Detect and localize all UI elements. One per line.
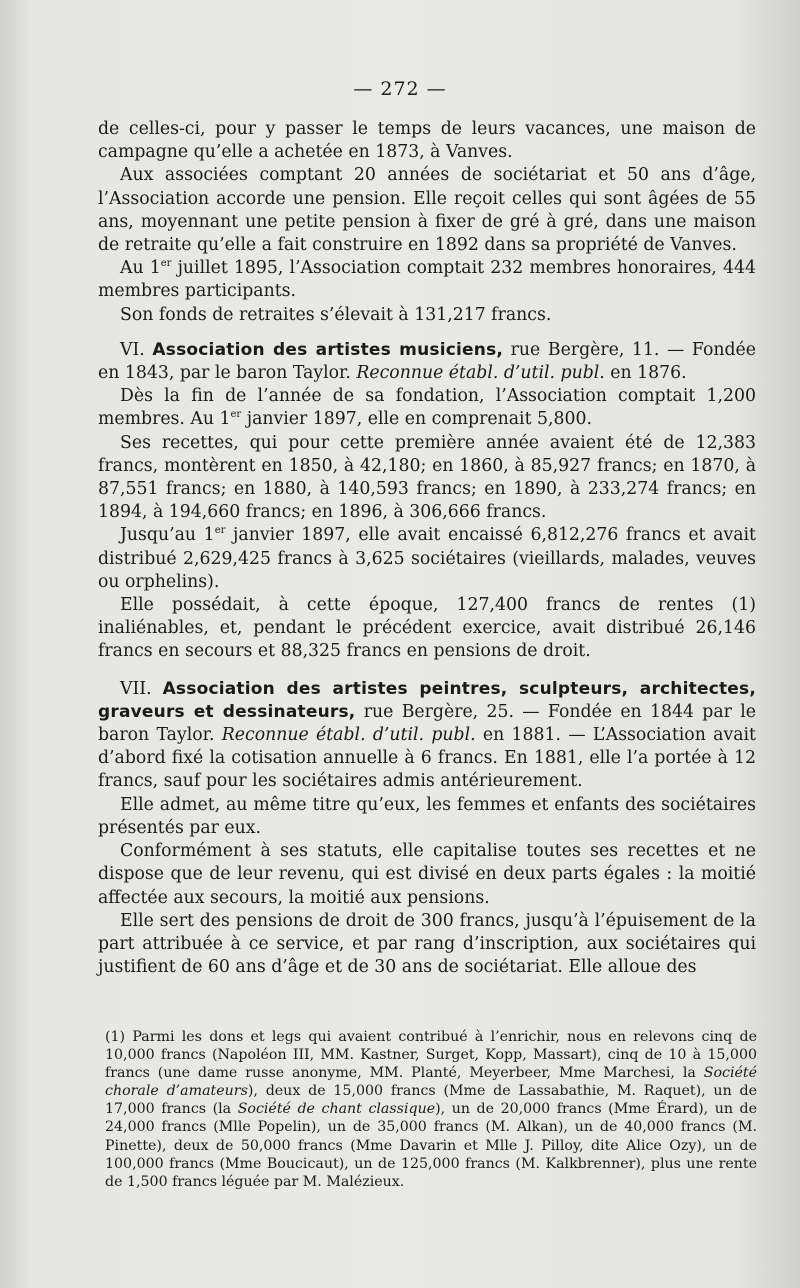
section-vii: VII. Association des artistes peintres, sculpteurs, architectes, graveurs et dessinateurs, rue Bergère, 25. — Fondée en 1844 par le baron Taylor. Reconnue établ. d’util. publ. en 1881. — L’Association avait d’abord fixé la cotisation annuelle à 6 francs. En 1881, elle l’a portée à 12 francs, sauf pour les sociétaires admis antérieurement.: [98, 678, 757, 792]
paragraph: Dès la fin de l’année de sa fondation, l’Association comptait 1,200 membres. Au 1er janvier 1897, elle en comprenait 5,800.: [98, 386, 756, 430]
body-text: [98, 118, 756, 979]
paragraph: Au 1er juillet 1895, l’Association comptait 232 membres honoraires, 444 membres participants.: [98, 258, 756, 302]
paragraph: Elle sert des pensions de droit de 300 francs, jusqu’à l’épuisement de la part attribuée à ce service, et par rang d’inscription, aux sociétaires qui justifient de 60 ans d’âge et de 30 ans de sociétariat. Elle alloue des: [98, 910, 756, 978]
paragraph: Elle admet, au même titre qu’eux, les femmes et enfants des sociétaires présentés par eux.: [98, 794, 756, 838]
paragraph: de celles-ci, pour y passer le temps de leurs vacances, une maison de campagne qu’elle a achetée en 1873, à Vanves.: [98, 119, 756, 163]
paragraph: Aux associées comptant 20 années de sociétariat et 50 ans d’âge, l’Association accorde une pension. Elle reçoit celles qui sont âgées de 55 ans, moyennant une petite pension à fixer de gré à gré, dans une maison de retraite qu’elle a fait construire en 1892 dans sa propriété de Vanves.: [98, 165, 756, 256]
section-title: Association des artistes musiciens,: [152, 339, 504, 360]
section-vi: VI. Association des artistes musiciens, rue Bergère, 11. — Fondée en 1843, par le baron Taylor. Reconnue établ. d’util. publ. en 1876.: [98, 339, 756, 384]
paragraph: Elle possédait, à cette époque, 127,400 francs de rentes (1) inaliénables, et, pendant le précédent exercice, avait distribué 26,146 francs en secours et 88,325 francs en pensions de droit.: [98, 595, 756, 662]
paragraph: Son fonds de retraites s’élevait à 131,217 francs.: [120, 304, 552, 325]
footnote: [105, 1028, 757, 1191]
page-number: — 272 —: [353, 78, 447, 100]
paragraph: Ses recettes, qui pour cette première année avaient été de 12,383 francs, montèrent en 1850, à 42,180; en 1860, à 85,927 francs; en 1870, à 87,551 francs; en 1880, à 140,593 francs; en 1890, à 233,274 francs; en 1894, à 194,660 francs; en 1896, à 306,666 francs.: [98, 432, 756, 523]
footnote-text: (1) Parmi les dons et legs qui avaient contribué à l’enrichir, nous en relevons cinq de 10,000 francs (Napoléon III, MM. Kastner, Surget, Kopp, Massart), cinq de 10 à 15,000 francs (une dame russe anonyme, MM. Planté, Meyerbeer, Mme Marchesi, la Société chorale d’amateurs), deux de 15,000 francs (Mme de Lassabathie, M. Raquet), un de 17,000 francs (la Société de chant classique), un de 20,000 francs (Mme Érard), un de 24,000 francs (Mlle Popelin), un de 35,000 francs (M. Alkan), un de 40,000 francs (M. Pinette), deux de 50,000 francs (Mme Davarin et Mlle J. Pilloy, dite Alice Ozy), un de 100,000 francs (Mme Boucicaut), un de 125,000 francs (M. Kalkbrenner), plus une rente de 1,500 francs léguée par M. Malézieux.: [105, 1029, 757, 1190]
paragraph: Jusqu’au 1er janvier 1897, elle avait encaissé 6,812,276 francs et avait distribué 2,629,425 francs à 3,625 sociétaires (vieillards, malades, veuves ou orphelins).: [98, 525, 756, 592]
paragraph: Conformément à ses statuts, elle capitalise toutes ses recettes et ne dispose que de leur revenu, qui est divisé en deux parts égales : la moitié affectée aux secours, la moitié aux pensions.: [98, 841, 756, 908]
section-title: Association des artistes peintres, sculpteurs, architectes, graveurs et dessinateurs,: [98, 678, 757, 722]
